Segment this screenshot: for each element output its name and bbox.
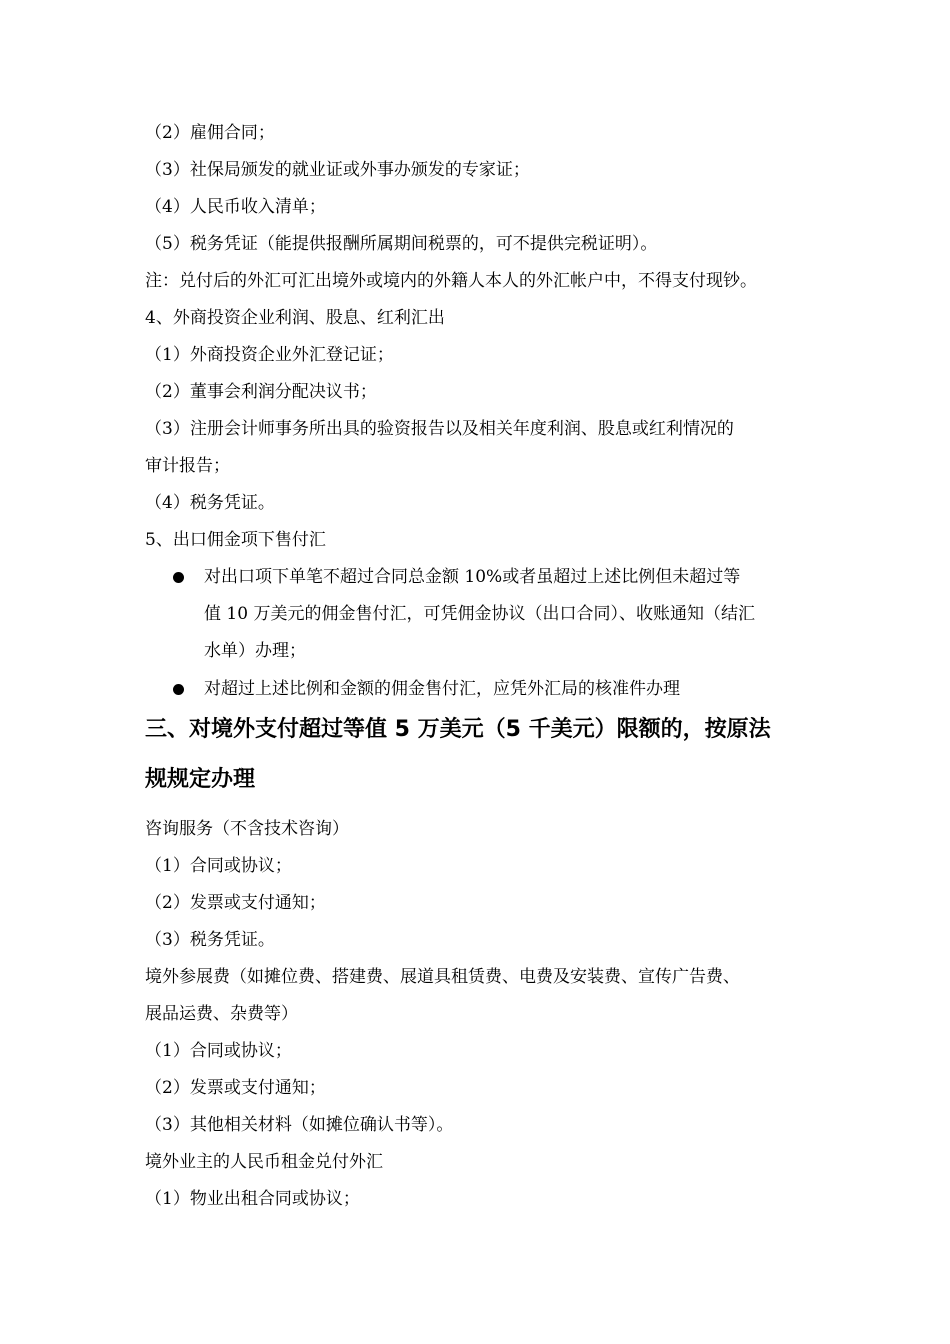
section-subheading: 4、外商投资企业利润、股息、红利汇出 [145, 308, 445, 328]
list-item: （3）其他相关材料（如摊位确认书等）。 [145, 1115, 454, 1135]
list-item: （3）注册会计师事务所出具的验资报告以及相关年度利润、股息或红利情况的 [145, 419, 734, 439]
section-heading: 规规定办理 [145, 767, 256, 792]
section-subheading: 5、出口佣金项下售付汇 [145, 530, 326, 550]
list-item: （1）合同或协议； [145, 856, 292, 876]
list-item: （1）合同或协议； [145, 1041, 292, 1061]
bullet-text: 对超过上述比例和金额的佣金售付汇，应凭外汇局的核准件办理 [204, 679, 680, 699]
list-item: （3）税务凭证。 [145, 930, 275, 950]
bullet-text: 值 10 万美元的佣金售付汇，可凭佣金协议（出口合同）、收账通知（结汇 [204, 604, 755, 624]
bullet-text: 水单）办理； [204, 641, 306, 661]
list-item: （2）董事会利润分配决议书； [145, 382, 377, 402]
list-item: （2）雇佣合同； [145, 123, 275, 143]
bullet-text: 对出口项下单笔不超过合同总金额 10%或者虽超过上述比例但未超过等 [204, 567, 741, 587]
list-item: （4）人民币收入清单； [145, 197, 326, 217]
subsection-title: 境外业主的人民币租金兑付外汇 [145, 1152, 383, 1172]
list-item: （5）税务凭证（能提供报酬所属期间税票的，可不提供完税证明）。 [145, 234, 658, 254]
list-item-continuation: 审计报告； [145, 456, 230, 476]
subsection-title: 境外参展费（如摊位费、搭建费、展道具租赁费、电费及安装费、宣传广告费、 [145, 967, 740, 987]
note-text: 注：兑付后的外汇可汇出境外或境内的外籍人本人的外汇帐户中，不得支付现钞。 [145, 271, 757, 291]
bullet-dot-icon [173, 572, 184, 583]
list-item: （2）发票或支付通知； [145, 1078, 326, 1098]
subsection-title: 咨询服务（不含技术咨询） [145, 819, 349, 839]
list-item: （2）发票或支付通知； [145, 893, 326, 913]
list-item: （3）社保局颁发的就业证或外事办颁发的专家证； [145, 160, 530, 180]
bullet-dot-icon [173, 684, 184, 695]
list-item: （1）外商投资企业外汇登记证； [145, 345, 394, 365]
list-item: （4）税务凭证。 [145, 493, 275, 513]
subsection-title-continuation: 展品运费、杂费等） [145, 1004, 298, 1024]
list-item: （1）物业出租合同或协议； [145, 1189, 360, 1209]
section-heading: 三、对境外支付超过等值 5 万美元（5 千美元）限额的，按原法 [145, 717, 771, 742]
